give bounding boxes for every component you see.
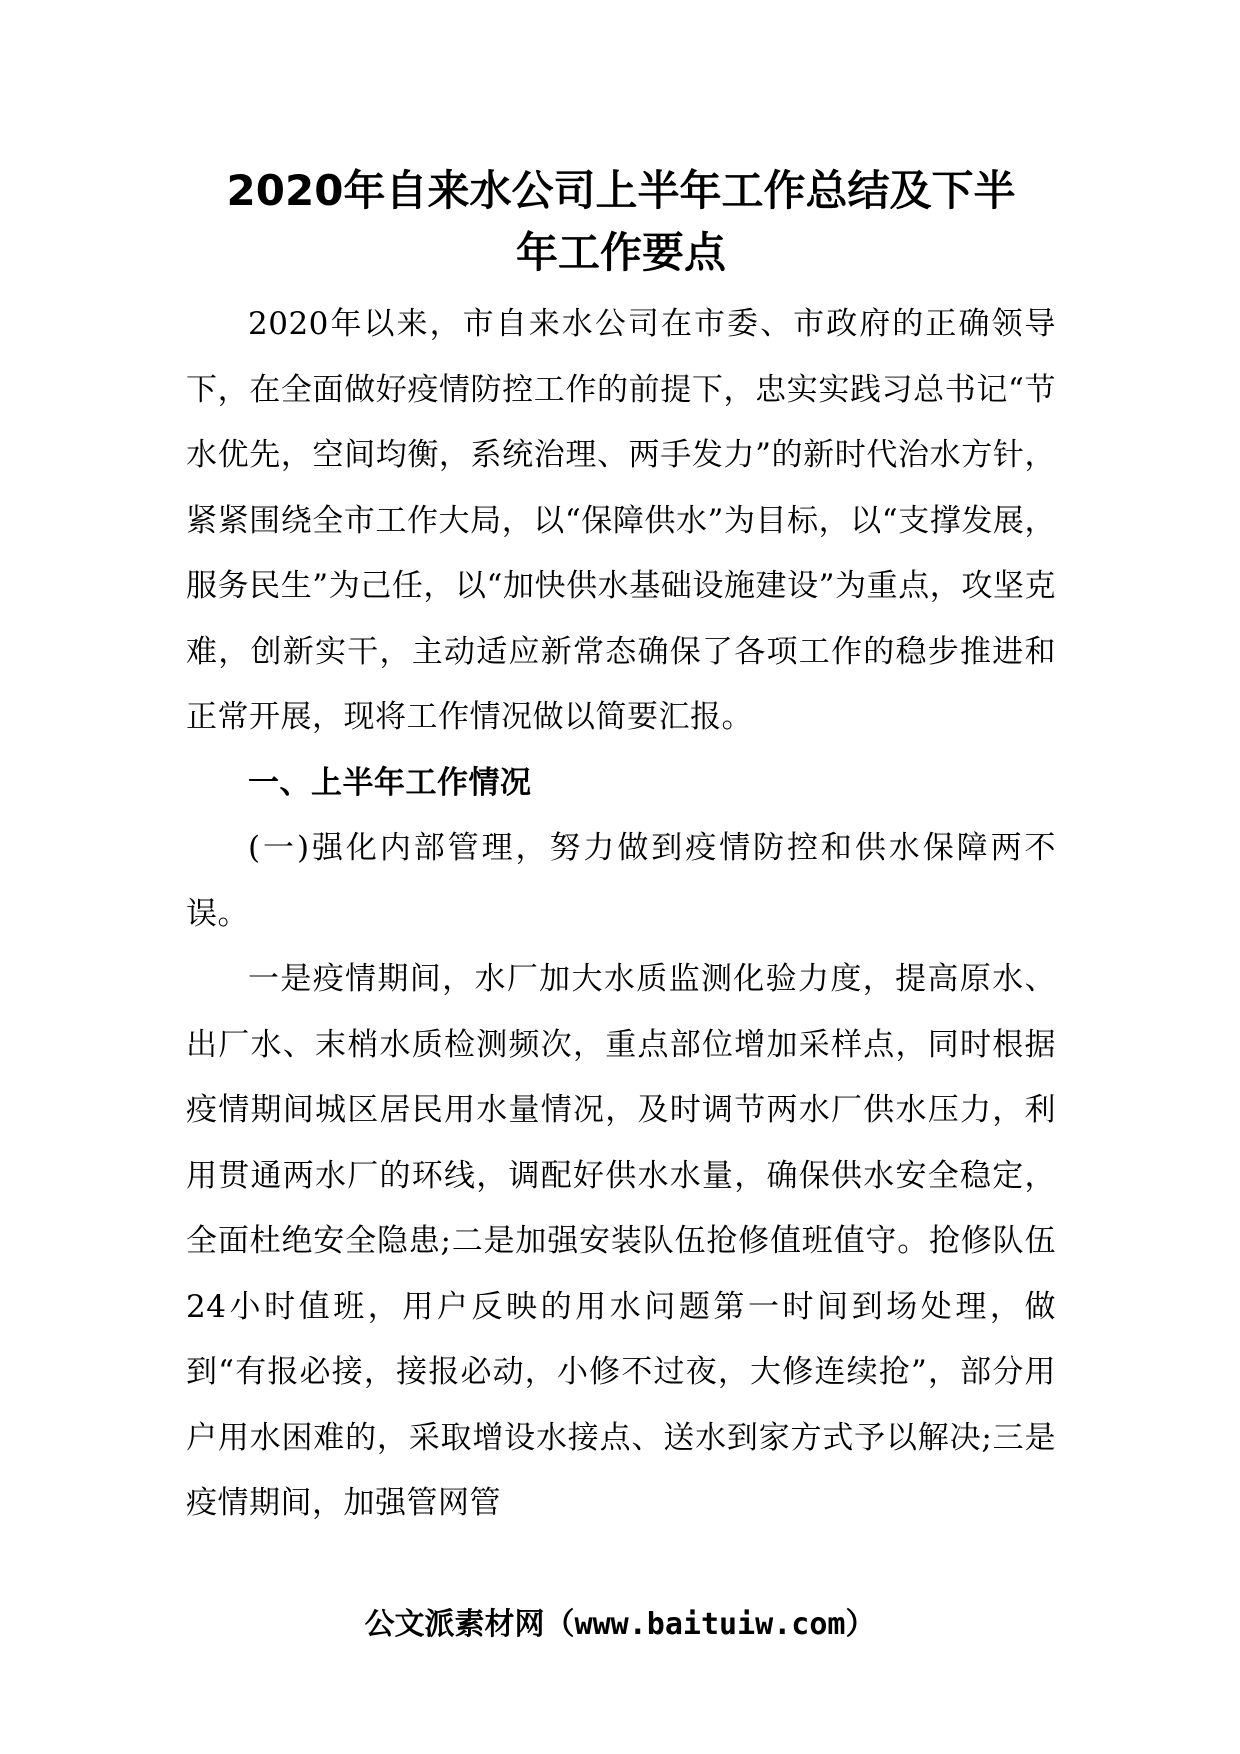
footer-watermark: 公文派素材网（www.baituiw.com） <box>364 1607 876 1642</box>
title-line-2: 年工作要点 <box>515 228 726 277</box>
title-line-1: 2020年自来水公司上半年工作总结及下半 <box>226 166 1016 215</box>
subsection-heading: (一)强化内部管理，努力做到疫情防控和供水保障两不误。 <box>186 830 1056 932</box>
intro-paragraph: 2020年以来，市自来水公司在市委、市政府的正确领导下，在全面做好疫情防控工作的前提下，忠实实践习总书记“节水优先，空间均衡，系统治理、两手发力”的新时代治水方针，紧紧围绕全市工作大局，以“保障供水”为目标，以“支撑发展，服务民生”为己任，以“加快供水基础设施建设”为重点，攻坚克难，创新实干，主动适应新常态确保了各项工作的稳步推进和正常开展，现将工作情况做以简要汇报。 <box>186 306 1056 735</box>
document-body <box>186 292 1056 1537</box>
section-heading: 一、上半年工作情况 <box>248 764 532 801</box>
document-title <box>186 160 1056 284</box>
body-paragraph: 一是疫情期间，水厂加大水质监测化验力度，提高原水、出厂水、末梢水质检测频次，重点部位增加采样点，同时根据疫情期间城区居民用水量情况，及时调节两水厂供水压力，利用贯通两水厂的环线，调配好供水水量，确保供水安全稳定，全面杜绝安全隐患;二是加强安装队伍抢修值班值守。抢修队伍24小时值班，用户反映的用水问题第一时间到场处理，做到“有报必接，接报必动，小修不过夜，大修连续抢”，部分用户用水困难的，采取增设水接点、送水到家方式予以解决;三是疫情期间，加强管网管 <box>186 961 1056 1521</box>
